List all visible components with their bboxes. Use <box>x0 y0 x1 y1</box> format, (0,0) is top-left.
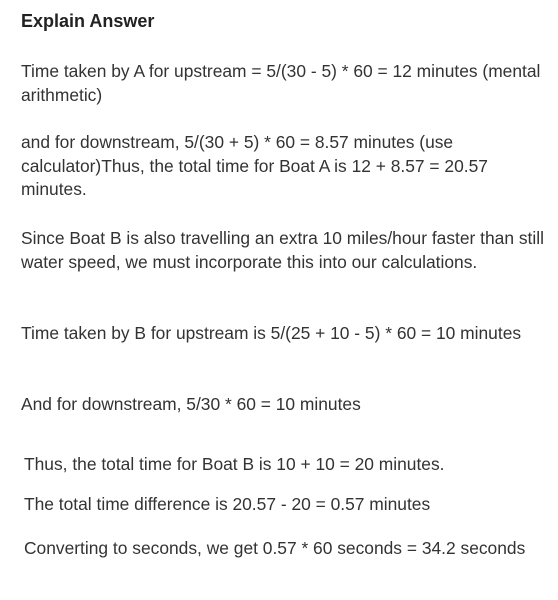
explanation-paragraph: Converting to seconds, we get 0.57 * 60 seconds = 34.2 seconds <box>24 538 526 558</box>
explanation-title: Explain Answer <box>21 11 155 31</box>
explanation-paragraph: The total time difference is 20.57 - 20 = 0.57 minutes <box>24 494 431 514</box>
explanation-paragraph: Time taken by A for upstream = 5/(30 - 5) * 60 = 12 minutes (mental arithmetic) <box>21 61 541 105</box>
explanation-paragraph: and for downstream, 5/(30 + 5) * 60 = 8.57 minutes (use calculator)Thus, the total time for Boat A is 12 + 8.57 = 20.57 minutes. <box>21 132 488 199</box>
explanation-paragraph: Since Boat B is also travelling an extra 10 miles/hour faster than still water speed, we must incorporate this into our calculations. <box>21 228 544 272</box>
explanation-paragraph: Thus, the total time for Boat B is 10 + 10 = 20 minutes. <box>24 454 445 474</box>
explanation-paragraph: Time taken by B for upstream is 5/(25 + 10 - 5) * 60 = 10 minutes <box>21 323 522 343</box>
explanation-paragraph: And for downstream, 5/30 * 60 = 10 minutes <box>21 394 361 414</box>
